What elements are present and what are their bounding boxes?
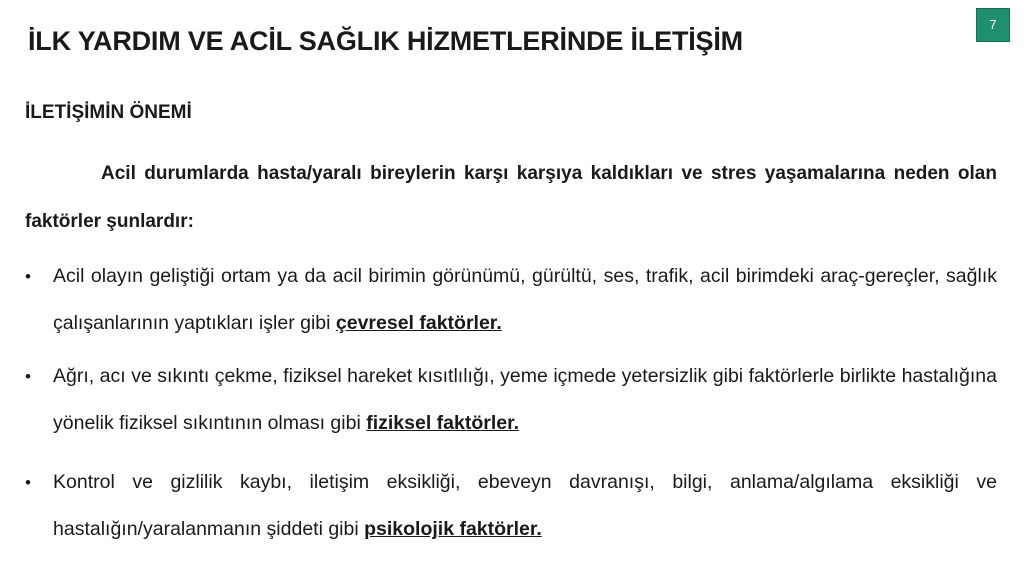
- page-number-badge: 7: [976, 8, 1010, 42]
- bullet-item-physical: [25, 353, 997, 447]
- bullet-text: Acil olayın geliştiği ortam ya da acil birimin görünümü, gürültü, ses, trafik, acil birimdeki araç-gereçler, sağlık çalışanlarının yaptıkları işler gibi: [53, 265, 997, 334]
- intro-paragraph: Acil durumlarda hasta/yaralı bireylerin karşı karşıya kaldıkları ve stres yaşamalarına neden olan faktörler şunlardır:: [25, 163, 997, 232]
- bullet-text-container: [53, 253, 997, 347]
- bullet-marker: •: [25, 367, 31, 386]
- section-heading: İLETİŞİMİN ÖNEMİ: [25, 102, 192, 123]
- bullet-text: Kontrol ve gizlilik kaybı, iletişim eksikliği, ebeveyn davranışı, bilgi, anlama/algılama eksikliği ve hastalığın/yaralanmanın şiddeti gibi: [53, 471, 997, 540]
- bullet-text-container: [53, 353, 997, 447]
- bullet-marker: •: [25, 473, 31, 492]
- bullet-key-term: fiziksel faktörler.: [366, 412, 520, 434]
- bullet-text: Ağrı, acı ve sıkıntı çekme, fiziksel hareket kısıtlılığı, yeme içmede yetersizlik gibi faktörlerle birlikte hastalığına yönelik fiziksel sıkıntının olması gibi: [53, 365, 997, 434]
- bullet-item-psychological: [25, 459, 997, 553]
- bullet-key-term: psikolojik faktörler.: [364, 518, 542, 540]
- bullet-key-term: çevresel faktörler.: [335, 312, 502, 334]
- bullet-marker: •: [25, 267, 31, 286]
- slide-title: İLK YARDIM VE ACİL SAĞLIK HİZMETLERİNDE İLETİŞİM: [28, 26, 743, 56]
- bullet-text-container: [53, 459, 997, 553]
- bullet-item-environmental: [25, 253, 997, 347]
